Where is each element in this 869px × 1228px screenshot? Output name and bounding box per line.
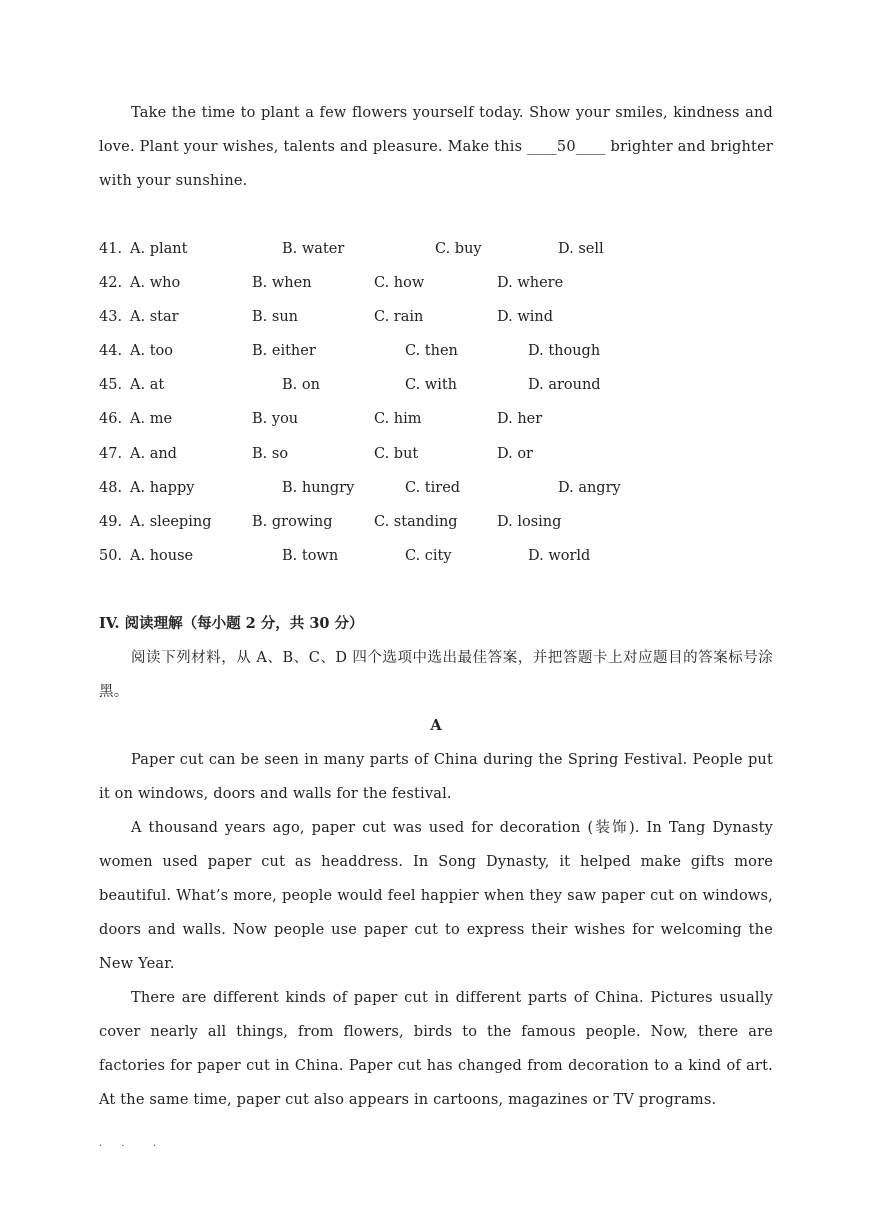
option-b: B. either	[252, 343, 316, 360]
option-c: C. then	[405, 343, 458, 360]
option-a: A. me	[130, 411, 173, 428]
option-a: A. too	[130, 343, 173, 360]
option-c: C. with	[405, 377, 458, 394]
passage-paragraph: There are different kinds of paper cut in different parts of China. Pictures usually cover nearly all things, from flowers, birds to the famous people. Now, there are factories for paper cut in China. Paper cut has changed from decoration to a kind of art. At the same time, paper cut also appears in cartoons, magazines or TV programs.	[99, 989, 773, 1108]
option-c: C. rain	[374, 309, 424, 326]
footer-marks: . . .	[99, 1138, 157, 1149]
question-row	[99, 300, 773, 334]
question-row	[99, 402, 773, 436]
option-b: B. town	[282, 547, 339, 564]
question-number: 41.	[99, 241, 123, 257]
passage-paragraph: Paper cut can be seen in many parts of China during the Spring Festival. People put it on windows, doors and walls for the festival.	[99, 751, 773, 802]
spacer	[99, 573, 773, 607]
option-c: C. how	[374, 275, 425, 292]
option-d: D. though	[528, 343, 601, 360]
question-number: 49.	[99, 513, 123, 530]
option-d: D. losing	[497, 513, 562, 530]
question-number: 50.	[99, 547, 123, 564]
question-row	[99, 368, 773, 402]
intro-paragraph: Take the time to plant a few flowers yourself today. Show your smiles, kindness and love. Plant your wishes, talents and pleasure. Make this ____50____ brighter and brighter with your sunshine.	[99, 105, 773, 189]
option-a: A. plant	[130, 241, 188, 257]
question-row	[99, 539, 773, 573]
question-number: 45.	[99, 377, 123, 394]
question-row	[99, 266, 773, 300]
option-b: B. hungry	[282, 479, 355, 496]
option-a: A. and	[130, 445, 177, 462]
spacer	[99, 198, 773, 232]
option-a: A. sleeping	[130, 513, 212, 530]
option-c: C. but	[374, 445, 419, 462]
option-a: A. house	[130, 547, 194, 564]
option-a: A. star	[130, 309, 179, 326]
option-d: D. her	[497, 411, 543, 428]
option-d: D. wind	[497, 309, 553, 326]
option-d: D. sell	[558, 241, 604, 257]
option-c: C. buy	[435, 241, 482, 257]
passage-paragraph: A thousand years ago, paper cut was used for decoration (装饰). In Tang Dynasty women used paper cut as headdress. In Song Dynasty, it helped make gifts more beautiful. What’s more, people would feel happier when they saw paper cut on windows, doors and walls. Now people use paper cut to express their wishes for welcoming the New Year.	[99, 819, 773, 972]
cloze-options-list	[99, 232, 773, 573]
question-number: 42.	[99, 275, 123, 292]
option-b: B. when	[252, 275, 312, 292]
question-row	[99, 334, 773, 368]
option-a: A. happy	[130, 479, 195, 496]
option-a: A. who	[130, 275, 181, 292]
question-row	[99, 471, 773, 505]
passage-label: A	[430, 716, 442, 734]
question-number: 47.	[99, 445, 123, 462]
option-c: C. standing	[374, 513, 458, 530]
option-d: D. around	[528, 377, 601, 394]
option-b: B. water	[282, 241, 345, 257]
question-number: 44.	[99, 343, 123, 360]
question-number: 46.	[99, 411, 123, 428]
option-c: C. city	[405, 547, 452, 564]
option-d: D. or	[497, 445, 533, 462]
option-b: B. you	[252, 411, 299, 428]
option-c: C. tired	[405, 479, 461, 496]
option-a: A. at	[130, 377, 165, 394]
option-d: D. world	[528, 547, 591, 564]
option-b: B. on	[282, 377, 320, 394]
option-b: B. sun	[252, 309, 298, 326]
option-d: D. where	[497, 275, 564, 292]
question-number: 48.	[99, 479, 123, 496]
section-instructions: 阅读下列材料，从 A、B、C、D 四个选项中选出最佳答案，并把答题卡上对应题目的答案标号涂黑。	[99, 649, 773, 700]
question-number: 43.	[99, 309, 123, 326]
option-d: D. angry	[558, 479, 621, 496]
option-b: B. so	[252, 445, 289, 462]
exam-page	[99, 96, 773, 1117]
section-title: IV. 阅读理解（每小题 2 分，共 30 分）	[99, 614, 364, 632]
question-row	[99, 232, 773, 266]
question-row	[99, 505, 773, 539]
option-b: B. growing	[252, 513, 333, 530]
question-row	[99, 437, 773, 471]
option-c: C. him	[374, 411, 422, 428]
